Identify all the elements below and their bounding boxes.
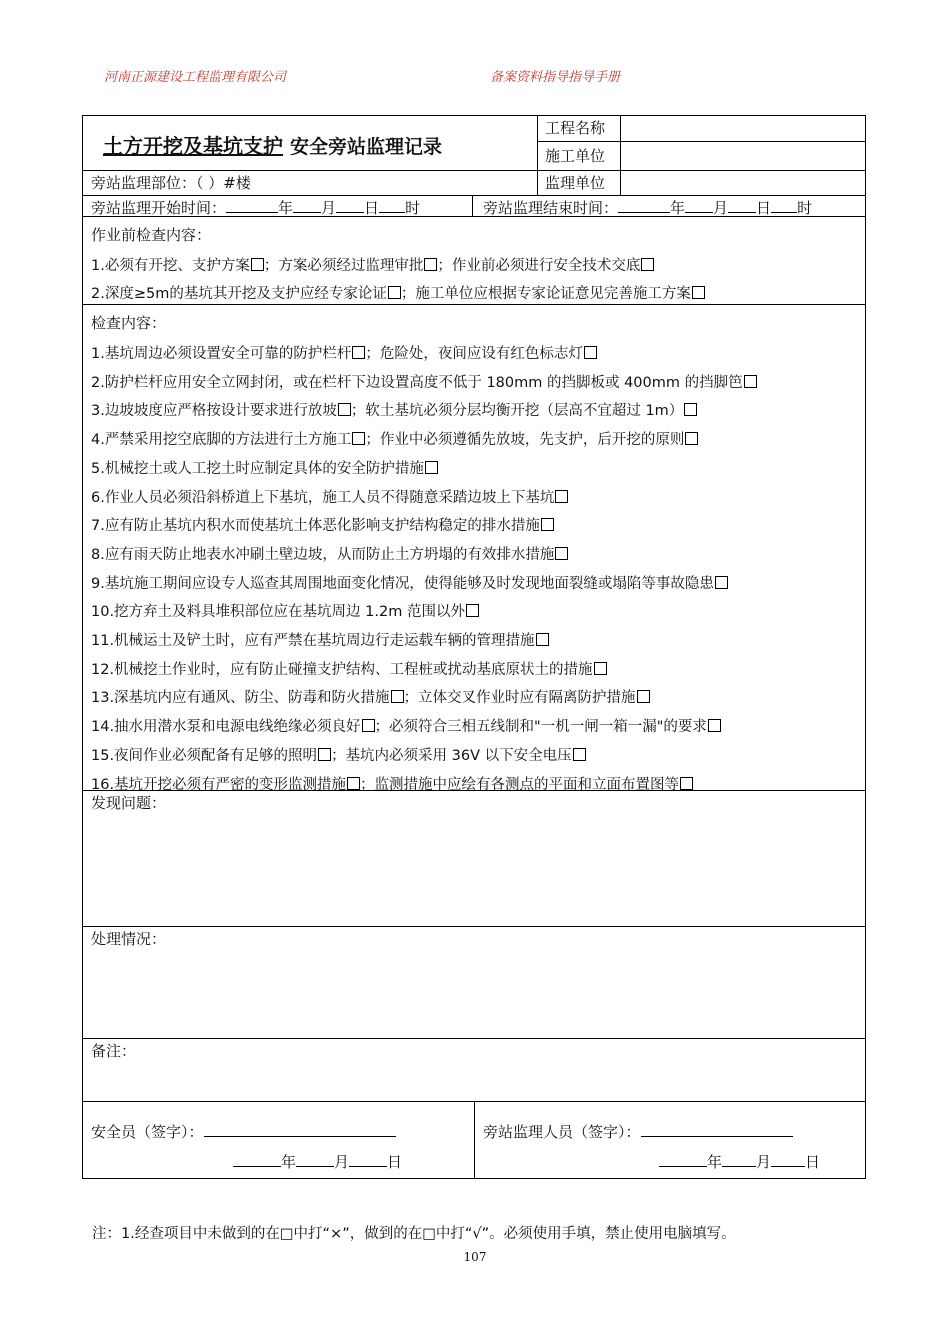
check-item-text: 11.机械运土及铲土时，应有严禁在基坑周边行走运载车辆的管理措施 [91,633,535,649]
checkbox[interactable] [425,461,438,474]
check-item-text: 5.机械挖土或人工挖土时应制定具体的安全防护措施 [91,460,424,477]
check-item [91,543,568,564]
safety-officer-sign-field[interactable] [204,1122,396,1137]
check-item-text: 1.基坑周边必须设置安全可靠的防护栏杆 [91,346,352,362]
check-item-text: ；软土基坑必须分层均衡开挖（层高不宜超过 1m） [350,403,684,420]
check-item-text: 16.基坑开挖必须有严密的变形监测措施 [91,776,347,793]
end-month-blank[interactable] [685,198,713,213]
checkbox[interactable] [318,748,331,761]
check-item [91,658,607,679]
handling-label: 处理情况： [91,930,167,948]
supervisor-date [659,1151,820,1172]
check-item [91,572,728,593]
sign-year-unit: 年 [281,1153,297,1171]
check-title: 检查内容： [91,314,167,332]
pre-check-text: 2.深度≥5m的基坑其开挖及支护应经专家论证 [91,286,387,302]
company-name: 河南正源建设工程监理有限公司 [104,70,287,85]
end-time-row [483,197,812,218]
check-item-text: ；必须符合三相五线制和"一机一闸一箱一漏"的要求 [374,719,707,736]
check-item-text: 14.抽水用潜水泵和电源电线绝缘必须良好 [91,719,361,736]
end-month-unit: 月 [713,199,729,217]
start-year-unit: 年 [278,199,294,217]
checkbox[interactable] [680,777,693,790]
check-item-text: ；监测措施中应绘有各测点的平面和立面布置图等 [360,776,680,793]
check-item-text: 13.深基坑内应有通风、防尘、防毒和防火措施 [91,690,390,707]
checkbox[interactable] [251,258,264,271]
sign-month-blank[interactable] [722,1152,756,1167]
check-item-text: 8.应有雨天防止地表水冲刷土壁边坡，从而防止土方坍塌的有效排水措施 [91,546,555,563]
check-item [91,686,650,707]
pre-check-item [91,254,654,275]
pre-check-text: ；作业前必须进行安全技术交底 [437,258,641,274]
checkbox[interactable] [466,604,479,617]
sign-month-blank[interactable] [296,1152,334,1167]
end-day-unit: 日 [756,199,772,217]
check-item [91,457,438,478]
sign-year-blank[interactable] [233,1152,281,1167]
end-time-label: 旁站监理结束时间： [483,199,619,217]
end-year-blank[interactable] [618,198,670,213]
safety-officer-signature [91,1121,396,1142]
pre-check-text: 1.必须有开挖、支护方案 [91,258,250,274]
sign-day-blank[interactable] [349,1152,387,1167]
start-month-blank[interactable] [293,198,321,213]
sign-year-blank[interactable] [659,1152,707,1167]
project-name-label: 工程名称 [545,119,606,137]
start-day-unit: 日 [364,199,380,217]
start-time-row [91,197,420,218]
safety-officer-label: 安全员（签字）： [91,1123,204,1141]
check-item-text: ；作业中必须遵循先放坡，先支护，后开挖的原则 [365,432,685,449]
checkbox[interactable] [536,633,549,646]
check-item-text: 7.应有防止基坑内积水而使基坑土体恶化影响支护结构稳定的排水措施 [91,518,540,535]
checkbox[interactable] [715,576,728,589]
check-item [91,773,693,794]
sign-day-unit: 日 [805,1153,821,1171]
check-item-text: 15.夜间作业必须配备有足够的照明 [91,747,318,764]
checkbox[interactable] [684,403,697,416]
checkbox[interactable] [584,346,597,359]
check-item-text: 12.机械挖土作业时，应有防止碰撞支护结构、工程桩或扰动基底原状土的措施 [91,661,593,678]
supervisor-label: 旁站监理人员（签字）： [483,1123,641,1141]
end-hour-unit: 时 [797,199,813,217]
construction-unit-label: 施工单位 [545,147,606,165]
supervisor-signature [483,1121,793,1142]
problems-label: 发现问题： [91,794,167,812]
location-label: 旁站监理部位：（ ）#楼 [91,174,251,192]
start-day-blank[interactable] [336,198,364,213]
checkbox[interactable] [555,490,568,503]
supervision-record-form [82,115,866,1179]
check-item-text: ；基坑内必须采用 36V 以下安全电压 [331,747,572,764]
check-item [91,371,757,392]
check-item-text: 2.防护栏杆应用安全立网封闭，或在栏杆下边设置高度不低于 180mm 的挡脚板或 400mm 的挡脚笆 [91,374,743,391]
check-item [91,486,568,507]
sign-month-unit: 月 [334,1153,350,1171]
start-time-label: 旁站监理开始时间： [91,199,227,217]
checkbox[interactable] [744,375,757,388]
checkbox[interactable] [362,719,375,732]
start-month-unit: 月 [321,199,337,217]
check-item-text: 10.挖方弃土及料具堆积部位应在基坑周边 1.2m 范围以外 [91,604,465,621]
check-item-text: 3.边坡坡度应严格按设计要求进行放坡 [91,403,337,420]
checkbox[interactable] [391,690,404,703]
check-item [91,715,721,736]
supervision-unit-label: 监理单位 [545,174,606,192]
checkbox[interactable] [555,547,568,560]
checkbox[interactable] [692,286,705,299]
check-item-text: 6.作业人员必须沿斜桥道上下基坑，施工人员不得随意采踏边坡上下基坑 [91,489,555,506]
pre-check-text: ；方案必须经过监理审批 [263,258,424,274]
sign-day-unit: 日 [387,1153,403,1171]
end-hour-blank[interactable] [771,198,797,213]
remarks-label: 备注： [91,1042,137,1060]
check-item [91,629,549,650]
checkbox[interactable] [352,346,365,359]
pre-check-title: 作业前检查内容： [91,226,212,244]
checkbox[interactable] [594,662,607,675]
check-item [91,428,698,449]
check-item [91,342,597,363]
check-item [91,600,479,621]
check-item [91,744,586,765]
check-item-text: 4.严禁采用挖空底脚的方法进行土方施工 [91,432,352,449]
checkbox[interactable] [541,518,554,531]
checkbox[interactable] [573,748,586,761]
checkbox[interactable] [637,690,650,703]
check-item [91,514,554,535]
check-item-text: ；立体交叉作业时应有隔离防护措施 [403,690,636,707]
checkbox[interactable] [338,403,351,416]
form-title-sub: 安全旁站监理记录 [289,136,442,158]
pre-check-text: ；施工单位应根据专家论证意见完善施工方案 [400,286,691,302]
end-day-blank[interactable] [728,198,756,213]
check-item [91,399,697,420]
checkbox[interactable] [641,258,654,271]
form-title [103,130,442,159]
checkbox[interactable] [388,286,401,299]
sign-day-blank[interactable] [771,1152,805,1167]
pre-check-item [91,282,705,303]
check-item-text: 9.基坑施工期间应设专人巡查其周围地面变化情况，使得能够及时发现地面裂缝或塌陷等事故隐患 [91,575,714,592]
supervisor-sign-field[interactable] [641,1122,793,1137]
checkbox[interactable] [352,432,365,445]
safety-officer-date [233,1151,402,1172]
page-number: 107 [463,1250,487,1264]
sign-year-unit: 年 [707,1153,723,1171]
checkbox[interactable] [685,432,698,445]
sign-month-unit: 月 [756,1153,772,1171]
checkbox[interactable] [424,258,437,271]
footer-note: 注：1.经查项目中未做到的在□中打“×”，做到的在□中打“√”。必须使用手填，禁止使用电脑填写。 [92,1226,736,1242]
start-hour-blank[interactable] [379,198,405,213]
check-item-text: ；危险处，夜间应设有红色标志灯 [365,346,583,362]
start-hour-unit: 时 [405,199,421,217]
start-year-blank[interactable] [226,198,278,213]
form-title-main: 土方开挖及基坑支护 [103,134,283,158]
checkbox[interactable] [708,719,721,732]
checkbox[interactable] [347,777,360,790]
manual-title: 备案资料指导指导手册 [490,70,621,85]
end-year-unit: 年 [670,199,686,217]
